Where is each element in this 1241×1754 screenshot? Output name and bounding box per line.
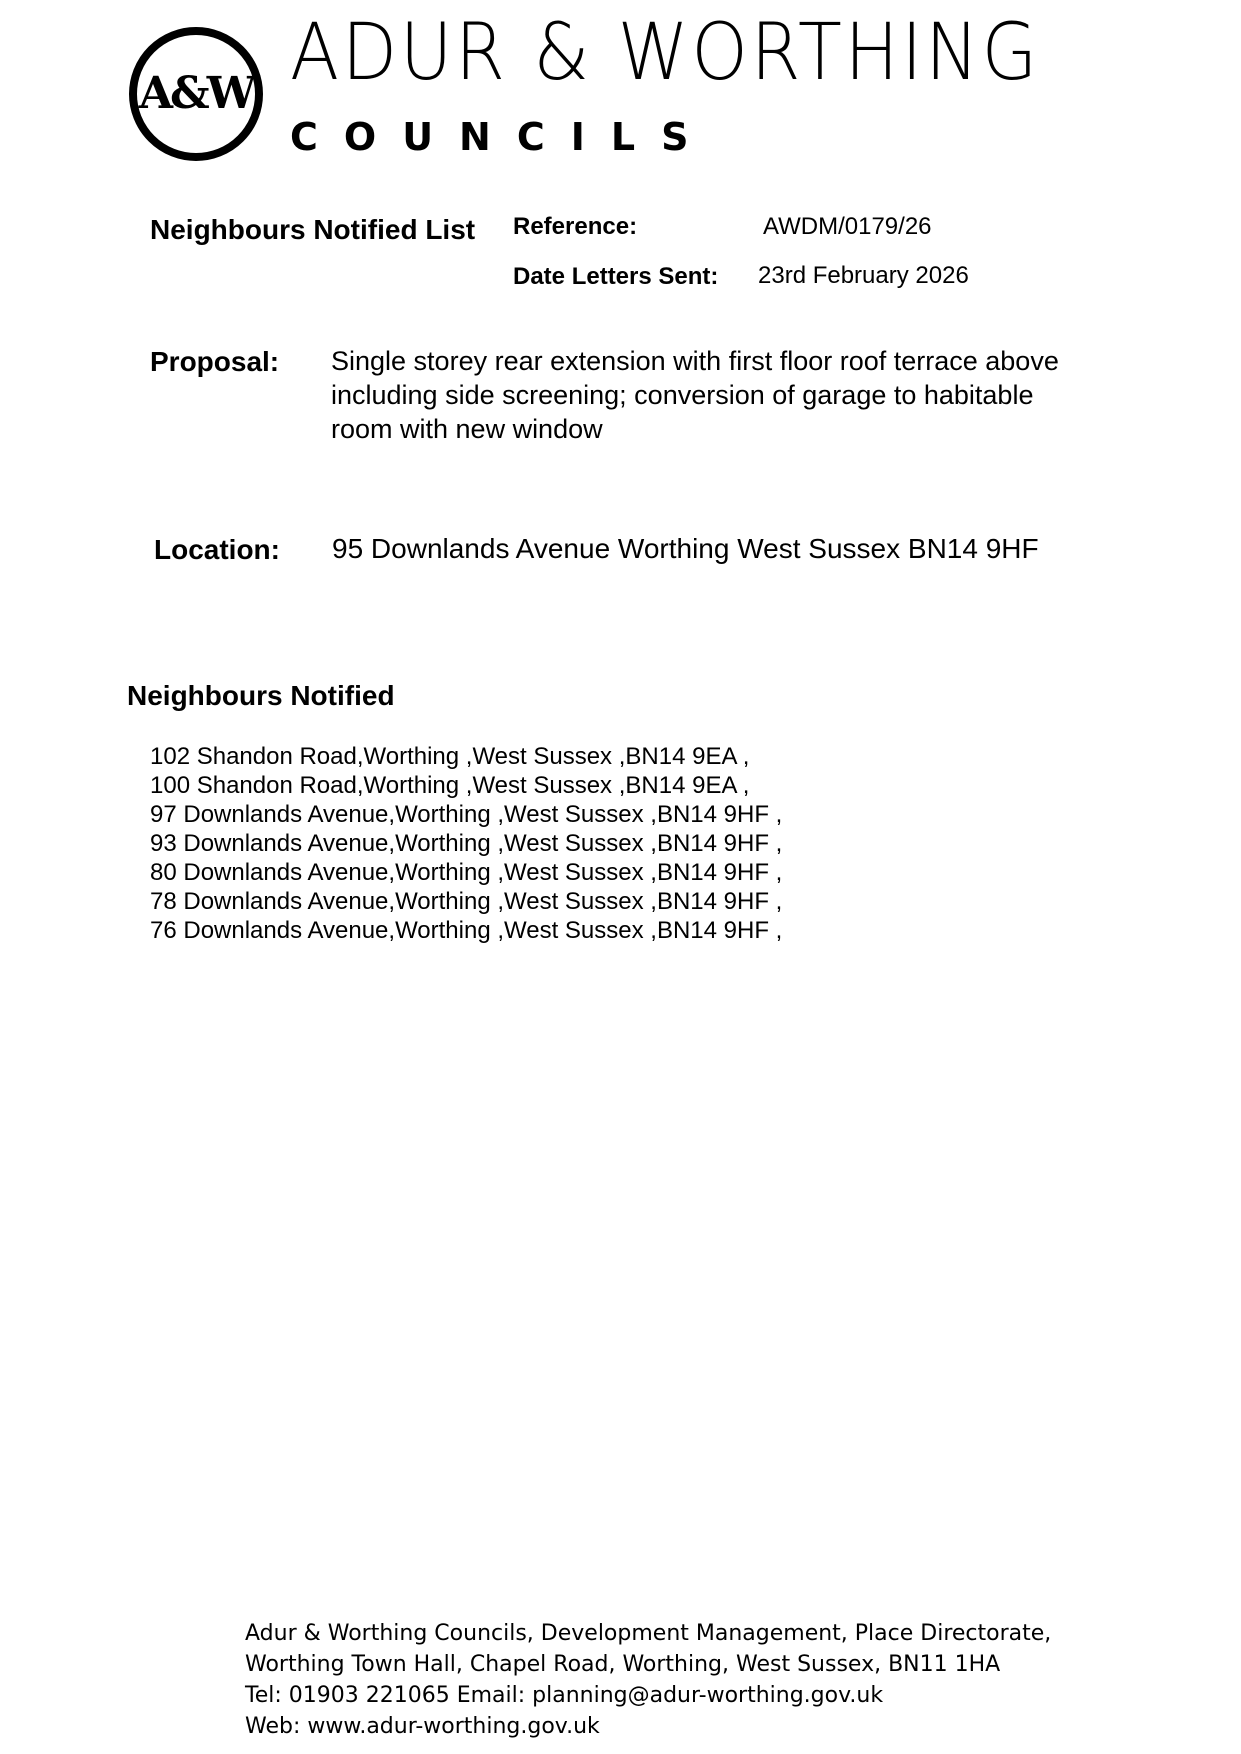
council-logo-icon <box>126 24 266 164</box>
list-item: 80 Downlands Avenue,Worthing ,West Sussex ,BN14 9HF , <box>150 859 783 886</box>
location-label: Location: <box>154 534 280 565</box>
footer <box>245 1618 1051 1742</box>
reference-label: Reference: <box>513 213 638 240</box>
footer-address-line-2: Worthing Town Hall, Chapel Road, Worthing, West Sussex, BN11 1HA <box>245 1652 1001 1677</box>
location-text: 95 Downlands Avenue Worthing West Sussex BN14 9HF <box>332 533 1039 564</box>
proposal-label: Proposal: <box>150 346 280 377</box>
list-item: 100 Shandon Road,Worthing ,West Sussex ,BN14 9EA , <box>150 772 750 799</box>
list-item: 76 Downlands Avenue,Worthing ,West Sussex ,BN14 9HF , <box>150 917 783 944</box>
list-item: 93 Downlands Avenue,Worthing ,West Sussex ,BN14 9HF , <box>150 830 783 857</box>
footer-address-line-1: Adur & Worthing Councils, Development Management, Place Directorate, <box>245 1621 1052 1646</box>
list-item: 102 Shandon Road,Worthing ,West Sussex ,BN14 9EA , <box>150 743 750 770</box>
reference-value: AWDM/0179/26 <box>763 213 932 240</box>
proposal-text: Single storey rear extension with first floor roof terrace above including side screening; conversion of garage to habitable room with new window <box>331 346 1059 444</box>
date-value: 23rd February 2026 <box>758 262 969 289</box>
logo-monogram: A&W <box>138 68 254 119</box>
date-label: Date Letters Sent: <box>513 263 719 290</box>
page-title: Neighbours Notified List <box>150 214 476 245</box>
neighbours-heading: Neighbours Notified <box>127 680 395 711</box>
footer-web-line: Web: www.adur-worthing.gov.uk <box>245 1714 600 1739</box>
neighbours-list <box>150 742 782 945</box>
list-item: 78 Downlands Avenue,Worthing ,West Sussex ,BN14 9HF , <box>150 888 783 915</box>
list-item: 97 Downlands Avenue,Worthing ,West Sussex ,BN14 9HF , <box>150 801 783 828</box>
logo-subtitle: COUNCILS <box>290 115 715 159</box>
footer-contact-line: Tel: 01903 221065 Email: planning@adur-worthing.gov.uk <box>245 1683 884 1708</box>
logo-title: ADUR & WORTHING <box>290 8 1041 98</box>
